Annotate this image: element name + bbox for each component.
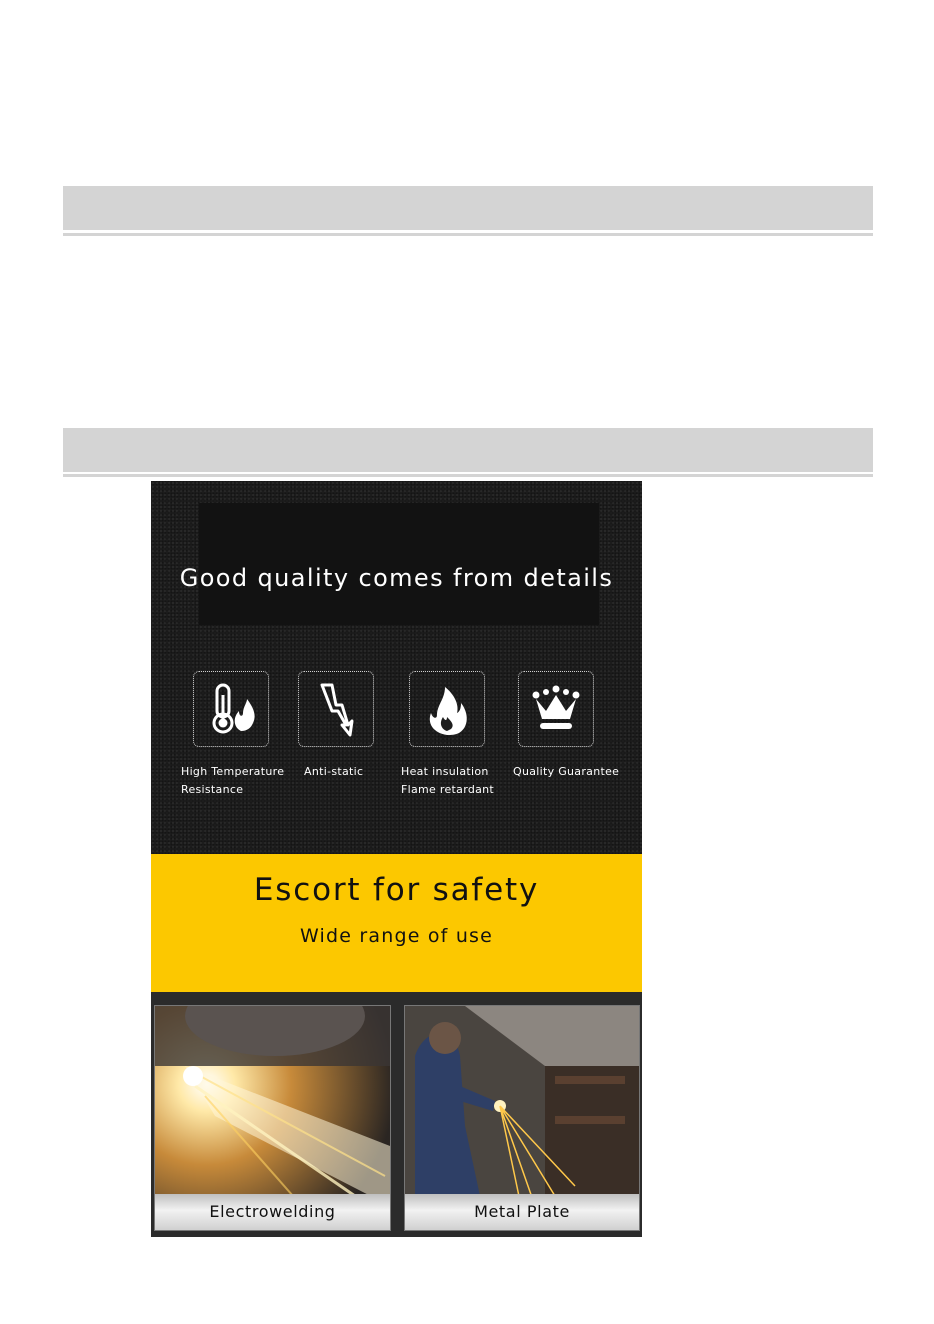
section-header-bar (63, 186, 873, 230)
use-case-gallery (151, 992, 642, 1237)
banner-title: Escort for safety (253, 872, 540, 908)
lightning-icon (308, 681, 364, 737)
photo-metal-plate (404, 1005, 640, 1231)
photo-caption: Electrowelding (155, 1194, 390, 1230)
flame-icon (419, 681, 475, 737)
product-poster (151, 481, 642, 1237)
poster-dark-panel (151, 481, 642, 854)
section-divider (63, 233, 873, 236)
feature-heat-insulation (401, 671, 519, 811)
feature-label: Anti-static (304, 765, 364, 778)
feature-icon-frame (193, 671, 269, 747)
thermometer-flame-icon (203, 681, 259, 737)
feature-quality-guarantee (513, 671, 628, 811)
section-header-bar (63, 428, 873, 472)
safety-banner (151, 854, 642, 992)
feature-label: High Temperature Resistance (181, 765, 285, 796)
feature-anti-static (298, 671, 408, 811)
photo-caption: Metal Plate (405, 1194, 639, 1230)
crown-icon (528, 681, 584, 737)
poster-headline: Good quality comes from details (179, 564, 614, 592)
feature-icon-frame (518, 671, 594, 747)
feature-label: Heat insulation Flame retardant (401, 765, 495, 796)
section-divider (63, 474, 873, 477)
feature-label: Quality Guarantee (513, 765, 620, 778)
feature-icon-frame (298, 671, 374, 747)
banner-subtitle: Wide range of use (299, 925, 494, 947)
feature-high-temperature (181, 671, 303, 811)
feature-icon-frame (409, 671, 485, 747)
photo-electrowelding (154, 1005, 391, 1231)
